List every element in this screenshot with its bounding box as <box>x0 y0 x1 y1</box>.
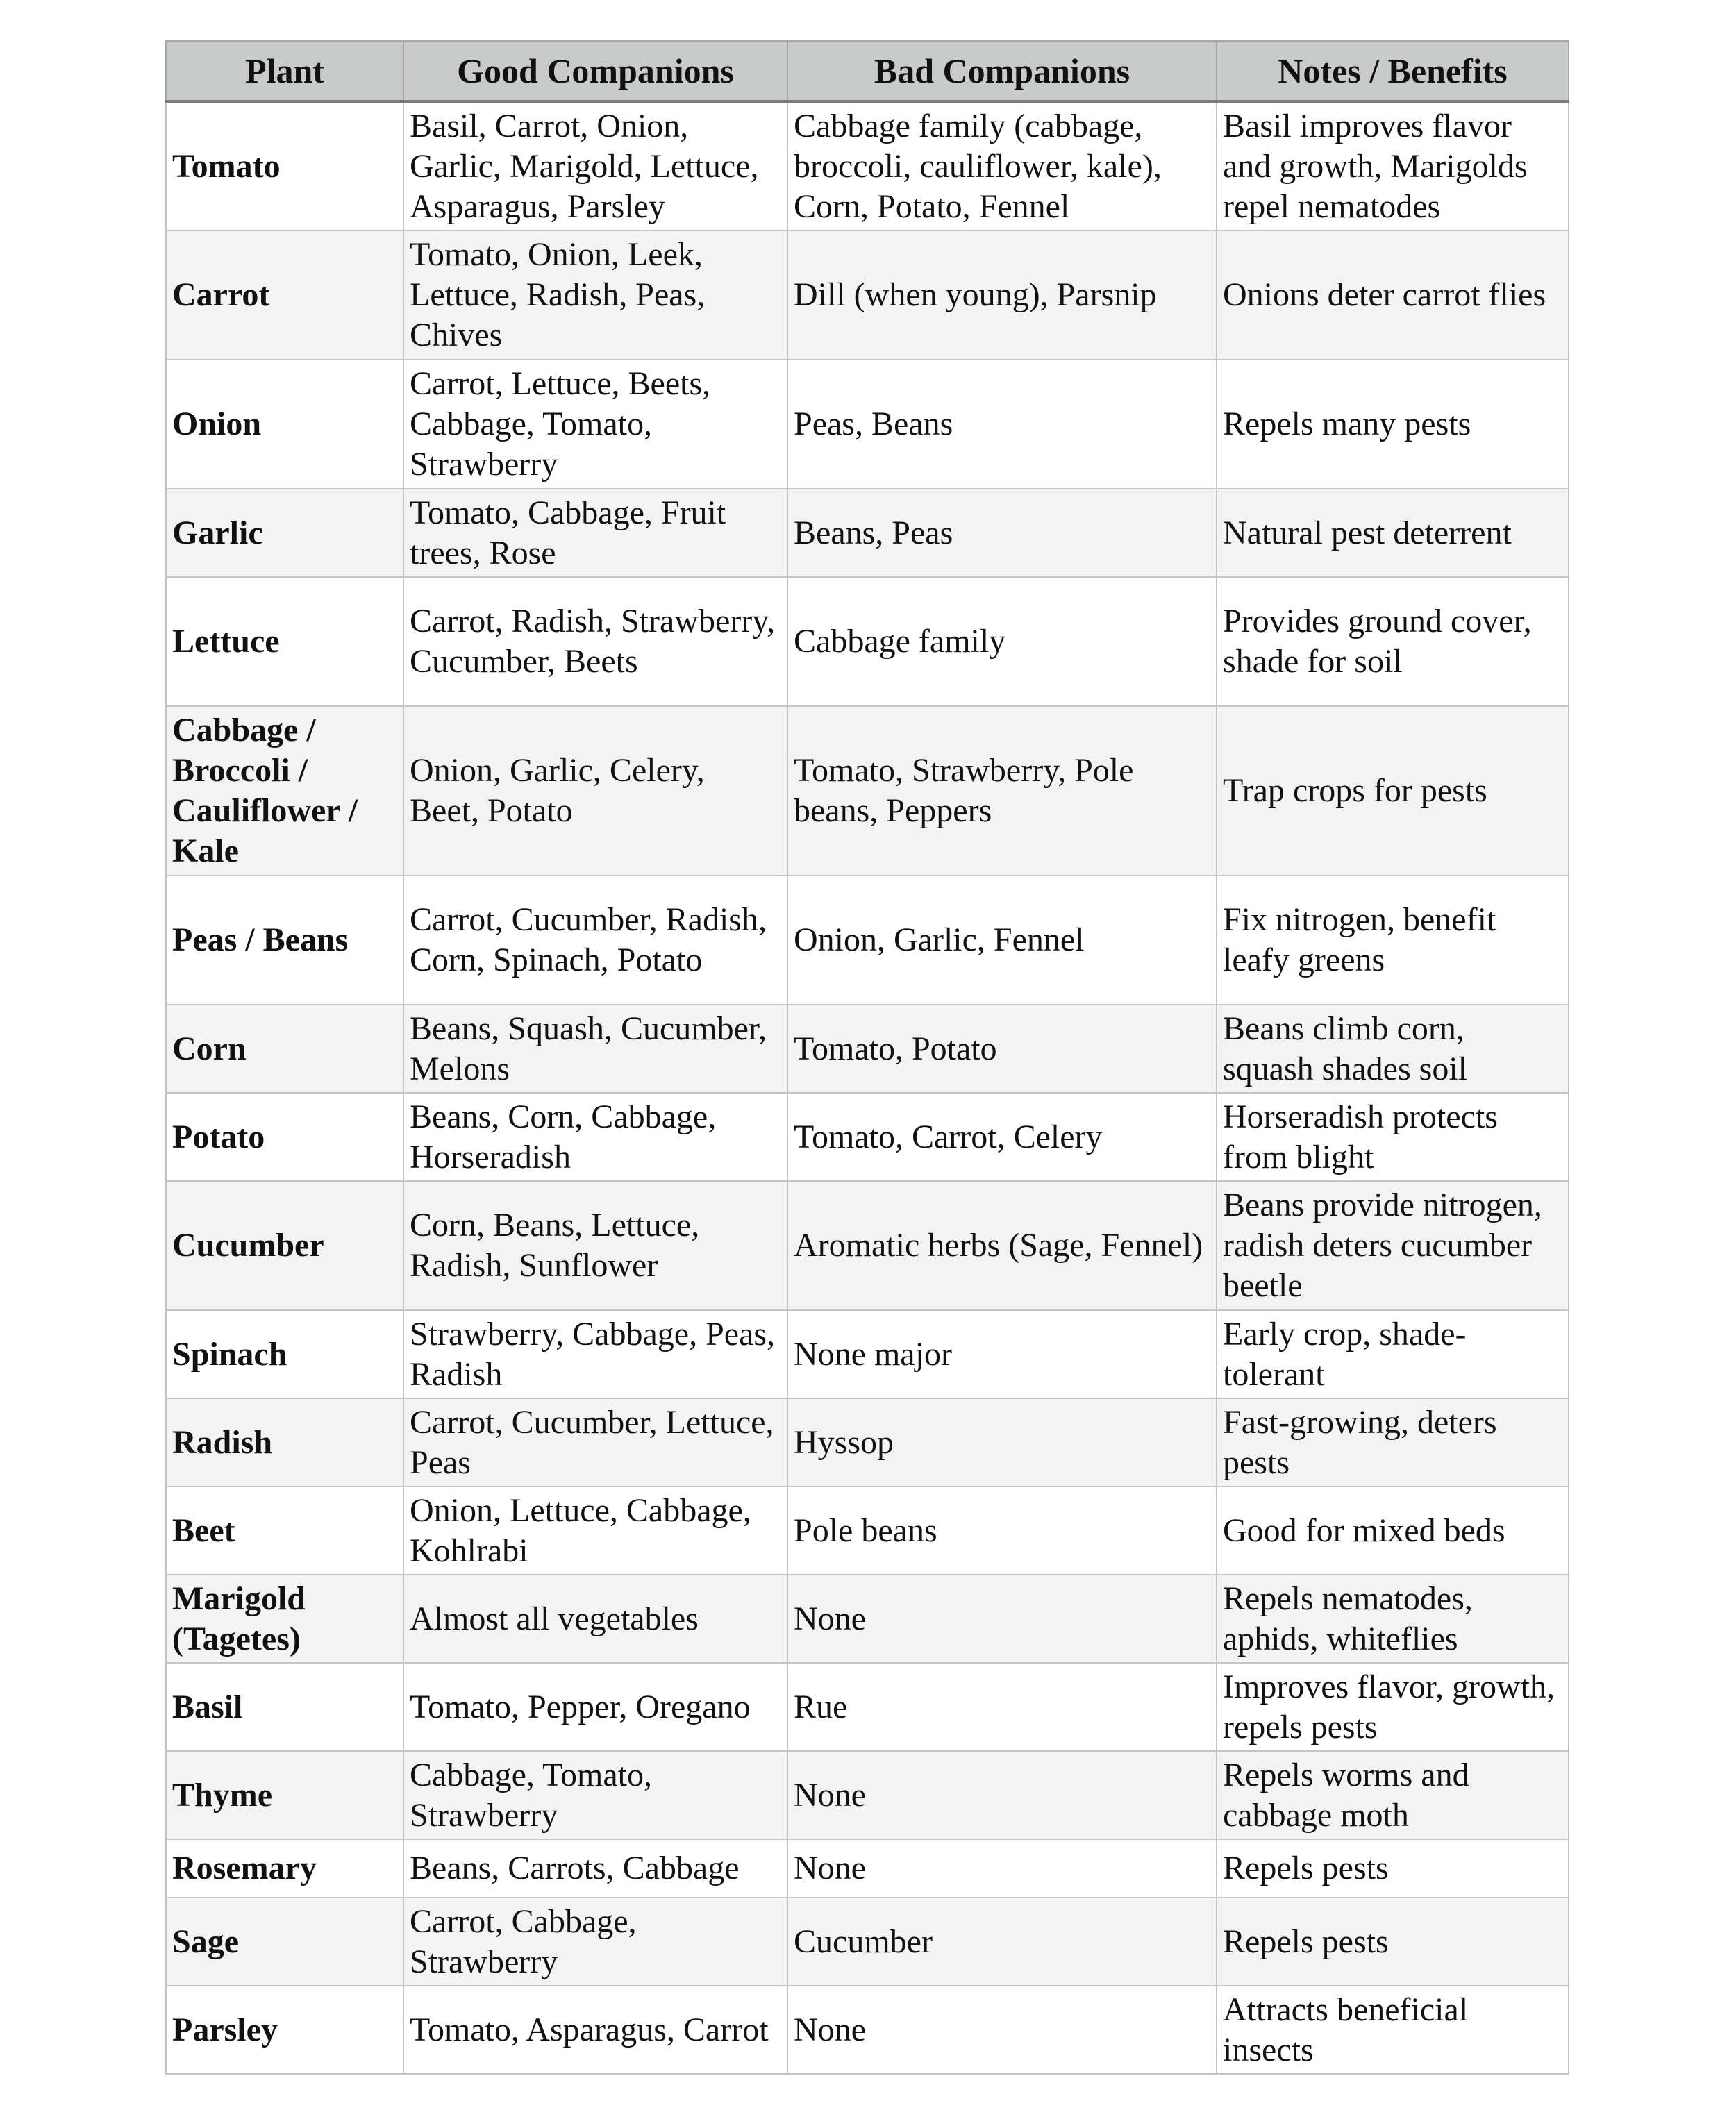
header-plant: Plant <box>166 41 403 101</box>
table-row <box>166 1005 1569 1093</box>
bad-companions-cell: Tomato, Strawberry, Pole beans, Peppers <box>787 706 1217 876</box>
notes-cell: Basil improves flavor and growth, Marigolds repel nematodes <box>1217 101 1569 231</box>
header-good-companions: Good Companions <box>403 41 787 101</box>
plant-cell: Marigold (Tagetes) <box>166 1575 403 1663</box>
bad-companions-cell: Cabbage family (cabbage, broccoli, cauliflower, kale), Corn, Potato, Fennel <box>787 101 1217 231</box>
notes-cell: Attracts beneficial insects <box>1217 1986 1569 2074</box>
notes-cell: Repels pests <box>1217 1898 1569 1986</box>
header-bad-companions: Bad Companions <box>787 41 1217 101</box>
notes-cell: Improves flavor, growth, repels pests <box>1217 1663 1569 1751</box>
good-companions-cell: Tomato, Cabbage, Fruit trees, Rose <box>403 489 787 577</box>
good-companions-cell: Onion, Garlic, Celery, Beet, Potato <box>403 706 787 876</box>
good-companions-cell: Carrot, Cucumber, Radish, Corn, Spinach, Potato <box>403 876 787 1005</box>
plant-cell: Cucumber <box>166 1181 403 1310</box>
bad-companions-cell: Onion, Garlic, Fennel <box>787 876 1217 1005</box>
plant-cell: Basil <box>166 1663 403 1751</box>
bad-companions-cell: Cucumber <box>787 1898 1217 1986</box>
companion-planting-table <box>165 40 1569 2075</box>
header-notes-benefits: Notes / Benefits <box>1217 41 1569 101</box>
table-row <box>166 1398 1569 1487</box>
notes-cell: Horseradish protects from blight <box>1217 1093 1569 1181</box>
bad-companions-cell: Rue <box>787 1663 1217 1751</box>
notes-cell: Repels worms and cabbage moth <box>1217 1751 1569 1839</box>
plant-cell: Rosemary <box>166 1839 403 1898</box>
bad-companions-cell: None major <box>787 1310 1217 1398</box>
table-row <box>166 577 1569 706</box>
good-companions-cell: Beans, Carrots, Cabbage <box>403 1839 787 1898</box>
table-row <box>166 231 1569 360</box>
notes-cell: Fix nitrogen, benefit leafy greens <box>1217 876 1569 1005</box>
plant-cell: Beet <box>166 1487 403 1575</box>
plant-cell: Radish <box>166 1398 403 1487</box>
plant-cell: Peas / Beans <box>166 876 403 1005</box>
notes-cell: Repels many pests <box>1217 360 1569 489</box>
table-row <box>166 1839 1569 1898</box>
table-row <box>166 489 1569 577</box>
notes-cell: Provides ground cover, shade for soil <box>1217 577 1569 706</box>
bad-companions-cell: Hyssop <box>787 1398 1217 1487</box>
bad-companions-cell: Tomato, Potato <box>787 1005 1217 1093</box>
good-companions-cell: Tomato, Pepper, Oregano <box>403 1663 787 1751</box>
plant-cell: Tomato <box>166 101 403 231</box>
table-row <box>166 1093 1569 1181</box>
plant-cell: Cabbage / Broccoli / Cauliflower / Kale <box>166 706 403 876</box>
notes-cell: Repels nematodes, aphids, whiteflies <box>1217 1575 1569 1663</box>
table-row <box>166 1663 1569 1751</box>
table-row <box>166 360 1569 489</box>
bad-companions-cell: Aromatic herbs (Sage, Fennel) <box>787 1181 1217 1310</box>
plant-cell: Parsley <box>166 1986 403 2074</box>
notes-cell: Repels pests <box>1217 1839 1569 1898</box>
table-row <box>166 1751 1569 1839</box>
bad-companions-cell: None <box>787 1839 1217 1898</box>
table-row <box>166 1487 1569 1575</box>
bad-companions-cell: None <box>787 1986 1217 2074</box>
good-companions-cell: Carrot, Lettuce, Beets, Cabbage, Tomato, Strawberry <box>403 360 787 489</box>
good-companions-cell: Carrot, Cucumber, Lettuce, Peas <box>403 1398 787 1487</box>
bad-companions-cell: Pole beans <box>787 1487 1217 1575</box>
notes-cell: Fast-growing, deters pests <box>1217 1398 1569 1487</box>
good-companions-cell: Tomato, Asparagus, Carrot <box>403 1986 787 2074</box>
bad-companions-cell: Cabbage family <box>787 577 1217 706</box>
plant-cell: Lettuce <box>166 577 403 706</box>
table-row <box>166 876 1569 1005</box>
notes-cell: Good for mixed beds <box>1217 1487 1569 1575</box>
notes-cell: Natural pest deterrent <box>1217 489 1569 577</box>
plant-cell: Spinach <box>166 1310 403 1398</box>
plant-cell: Garlic <box>166 489 403 577</box>
notes-cell: Trap crops for pests <box>1217 706 1569 876</box>
plant-cell: Corn <box>166 1005 403 1093</box>
plant-cell: Sage <box>166 1898 403 1986</box>
notes-cell: Beans provide nitrogen, radish deters cucumber beetle <box>1217 1181 1569 1310</box>
good-companions-cell: Strawberry, Cabbage, Peas, Radish <box>403 1310 787 1398</box>
table-row <box>166 1575 1569 1663</box>
good-companions-cell: Almost all vegetables <box>403 1575 787 1663</box>
notes-cell: Onions deter carrot flies <box>1217 231 1569 360</box>
header-row <box>166 41 1569 101</box>
table-row <box>166 1310 1569 1398</box>
table-row <box>166 101 1569 231</box>
table-row <box>166 706 1569 876</box>
good-companions-cell: Beans, Squash, Cucumber, Melons <box>403 1005 787 1093</box>
notes-cell: Early crop, shade-tolerant <box>1217 1310 1569 1398</box>
good-companions-cell: Carrot, Radish, Strawberry, Cucumber, Beets <box>403 577 787 706</box>
bad-companions-cell: Dill (when young), Parsnip <box>787 231 1217 360</box>
table-row <box>166 1986 1569 2074</box>
bad-companions-cell: Tomato, Carrot, Celery <box>787 1093 1217 1181</box>
plant-cell: Onion <box>166 360 403 489</box>
table-row <box>166 1181 1569 1310</box>
bad-companions-cell: Peas, Beans <box>787 360 1217 489</box>
good-companions-cell: Corn, Beans, Lettuce, Radish, Sunflower <box>403 1181 787 1310</box>
table-row <box>166 1898 1569 1986</box>
good-companions-cell: Cabbage, Tomato, Strawberry <box>403 1751 787 1839</box>
bad-companions-cell: None <box>787 1575 1217 1663</box>
good-companions-cell: Basil, Carrot, Onion, Garlic, Marigold, Lettuce, Asparagus, Parsley <box>403 101 787 231</box>
plant-cell: Carrot <box>166 231 403 360</box>
good-companions-cell: Onion, Lettuce, Cabbage, Kohlrabi <box>403 1487 787 1575</box>
good-companions-cell: Carrot, Cabbage, Strawberry <box>403 1898 787 1986</box>
plant-cell: Thyme <box>166 1751 403 1839</box>
bad-companions-cell: Beans, Peas <box>787 489 1217 577</box>
notes-cell: Beans climb corn, squash shades soil <box>1217 1005 1569 1093</box>
good-companions-cell: Tomato, Onion, Leek, Lettuce, Radish, Peas, Chives <box>403 231 787 360</box>
plant-cell: Potato <box>166 1093 403 1181</box>
bad-companions-cell: None <box>787 1751 1217 1839</box>
good-companions-cell: Beans, Corn, Cabbage, Horseradish <box>403 1093 787 1181</box>
